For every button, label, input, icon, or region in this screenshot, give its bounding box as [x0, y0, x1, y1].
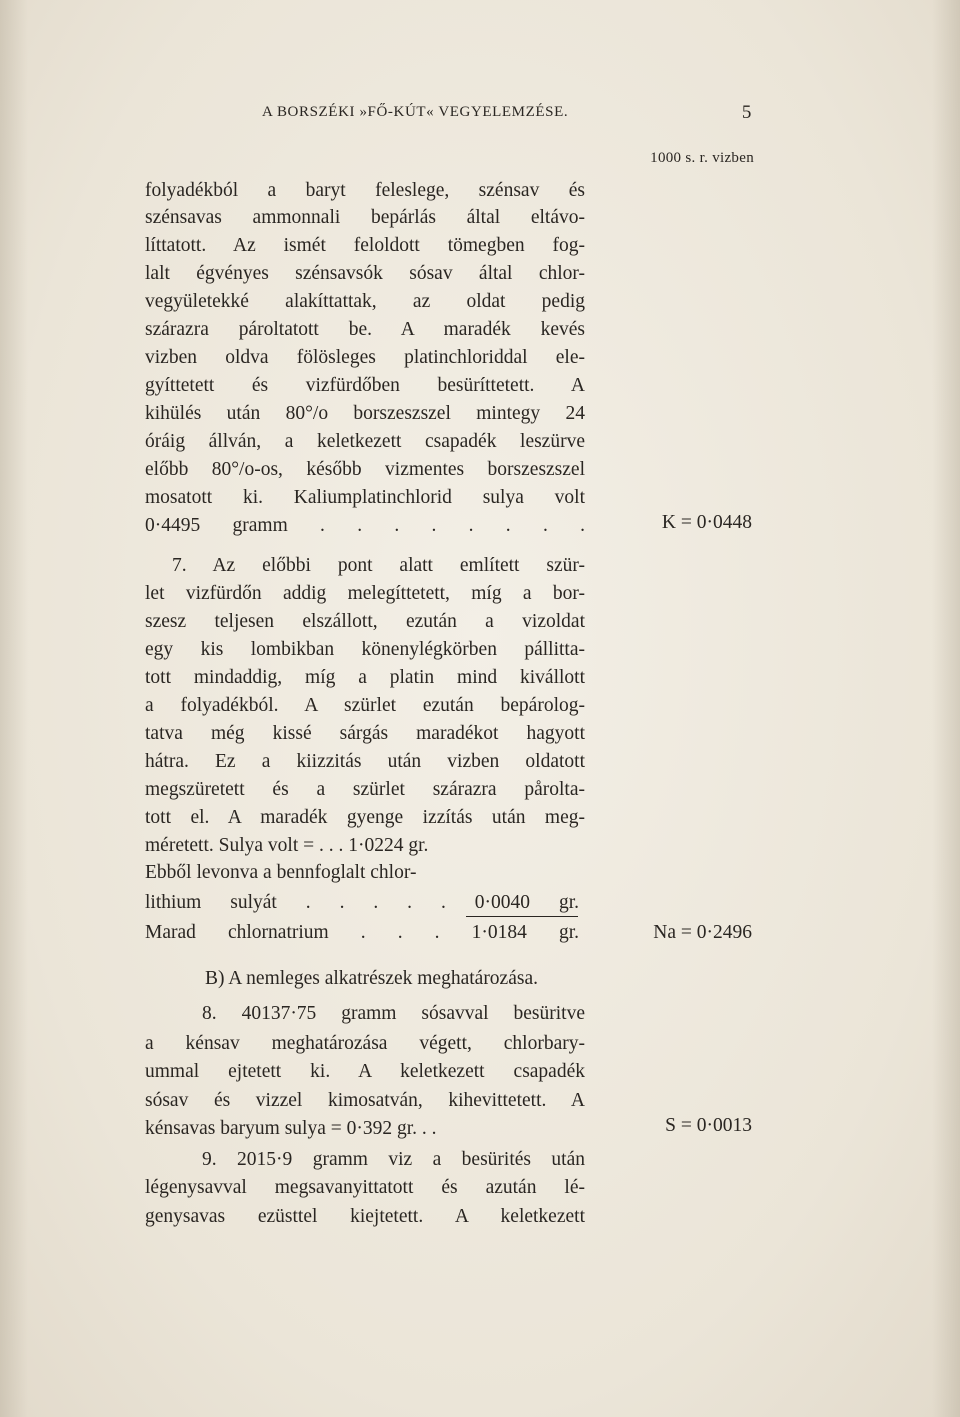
page-edge-shadow-left	[0, 0, 28, 1417]
header-title: A BORSZÉKI »FŐ-KÚT« VEGYELEMZÉSE.	[262, 104, 569, 120]
text-line: gyíttetett és vizfürdőben besüríttetett. A	[145, 375, 585, 396]
section-heading: B) A nemleges alkatrészek meghatározása.	[205, 968, 538, 989]
text-line: 7. Az előbbi pont alatt említett szür-	[172, 555, 585, 576]
text-line: 0·4495 gramm . . . . . . . .	[145, 515, 585, 536]
text-line: tott el. A maradék gyenge izzítás után meg-	[145, 807, 585, 828]
column-heading: 1000 s. r. vizben	[650, 150, 754, 166]
page-number: 5	[741, 102, 752, 123]
page-edge-shadow-right	[932, 0, 960, 1417]
text-line: óráig állván, a keletkezett csapadék leszürve	[145, 431, 585, 452]
sum-rule	[466, 916, 578, 917]
text-line: líttatott. Az ismét feloldott tömegben fog-	[145, 235, 585, 256]
text-line: vizben oldva fölösleges platinchloriddal ele-	[145, 347, 585, 368]
text-line: folyadékból a baryt feleslege, szénsav és	[145, 180, 585, 201]
text-line: kénsavas baryum sulya = 0·392 gr. . .	[145, 1118, 437, 1139]
result-potassium: K = 0·0448	[661, 512, 752, 533]
result-sulfur: S = 0·0013	[665, 1115, 752, 1136]
text-line: Marad chlornatrium . . . 1·0184 gr.	[145, 922, 579, 943]
text-line: ummal ejtetett ki. A keletkezett csapadék	[145, 1061, 585, 1082]
text-line: 8. 40137·75 gramm sósavval besüritve	[202, 1003, 585, 1024]
text-line: hátra. Ez a kiizzitás után vizben oldatott	[145, 751, 585, 772]
text-line: légenysavval megsavanyittatott és azután lé-	[145, 1177, 585, 1198]
text-line: előbb 80°/o-os, később vizmentes borszeszszel	[145, 459, 585, 480]
text-line: megszüretett és a szürlet szárazra pårolta-	[145, 779, 585, 800]
text-line: sósav és vizzel kimosatván, kihevittetett. A	[145, 1090, 585, 1111]
text-line: let vizfürdőn addig melegíttetett, míg a bor-	[145, 583, 585, 604]
text-line: mosatott ki. Kaliumplatinchlorid sulya volt	[145, 487, 585, 508]
text-line: a kénsav meghatározása végett, chlorbary-	[145, 1033, 585, 1054]
text-line: tatva még kissé sárgás maradékot hagyott	[145, 723, 585, 744]
text-line: Ebből levonva a bennfoglalt chlor-	[145, 862, 417, 883]
text-line: vegyületekké alakíttattak, az oldat pedig	[145, 291, 585, 312]
text-line: lithium sulyát . . . . . 0·0040 gr.	[145, 892, 579, 913]
text-line: szárazra pároltatott be. A maradék kevés	[145, 319, 585, 340]
text-line: lalt égvényes szénsavsók sósav által chlor-	[145, 263, 585, 284]
text-line: genysavas ezüsttel kiejtetett. A keletkezett	[145, 1206, 585, 1227]
result-sodium: Na = 0·2496	[653, 922, 752, 943]
text-line: tott mindaddig, míg a platin mind kivállott	[145, 667, 585, 688]
text-line: méretett. Sulya volt = . . . 1·0224 gr.	[145, 835, 429, 856]
text-line: egy kis lombikban könenylégkörben pállitta-	[145, 639, 585, 660]
text-line: szesz teljesen elszállott, ezután a vizoldat	[145, 611, 585, 632]
text-line: szénsavas ammonnali bepárlás által eltávo-	[145, 207, 585, 228]
text-line: kihülés után 80°/o borszeszszel mintegy 24	[145, 403, 585, 424]
text-line: a folyadékból. A szürlet ezután bepárolog-	[145, 695, 585, 716]
text-line: 9. 2015·9 gramm viz a besürités után	[202, 1149, 585, 1170]
